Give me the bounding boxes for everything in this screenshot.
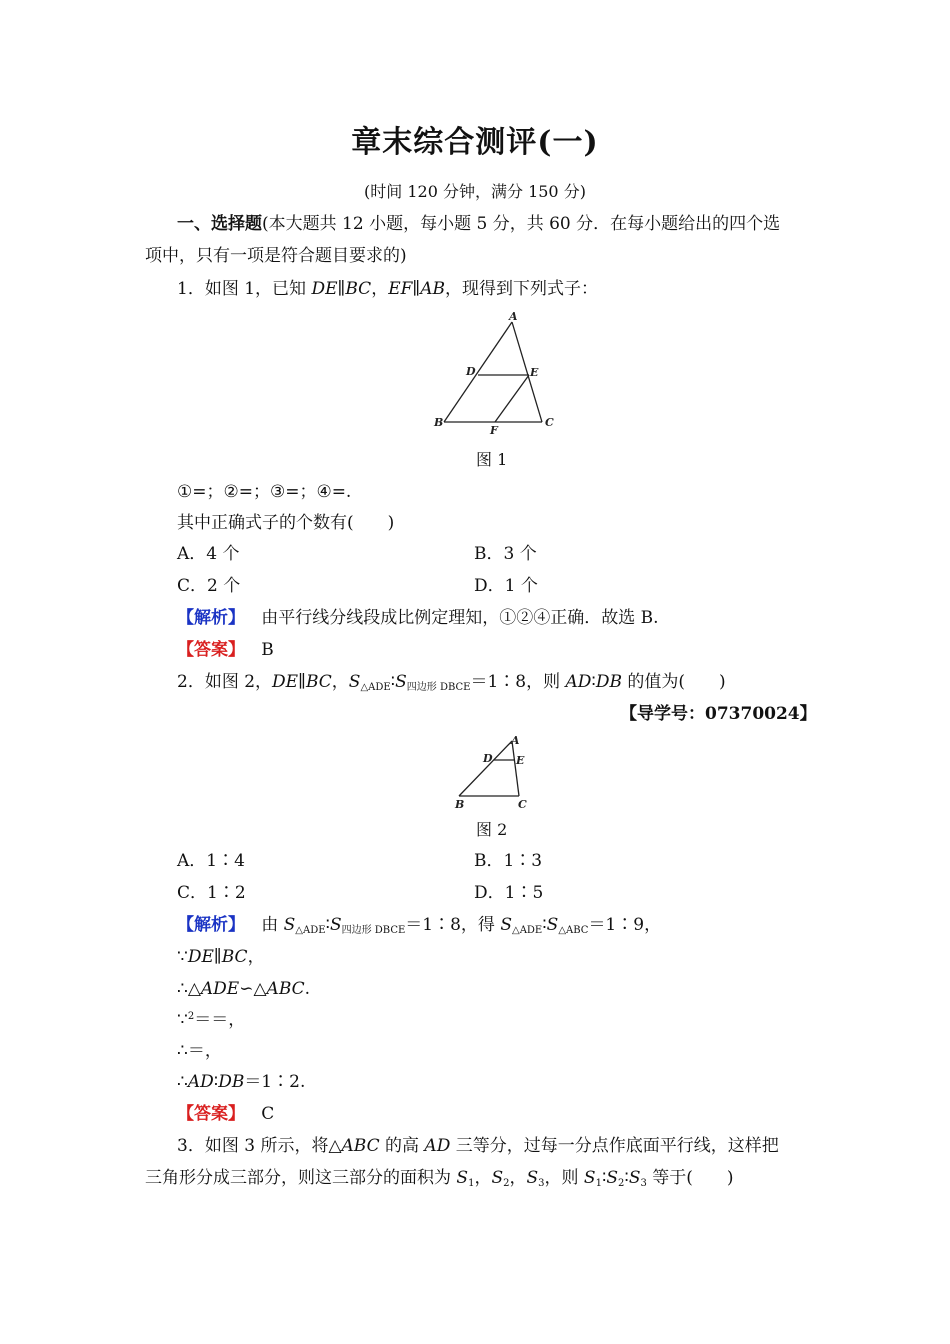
q1-question: 其中正确式子的个数有( ) bbox=[177, 513, 395, 533]
figure-1-triangle bbox=[425, 308, 565, 438]
figure-1-caption: 图 1 bbox=[476, 450, 508, 469]
answer-tag: 【答案】 bbox=[177, 1104, 245, 1124]
q2-step-2: ∴△ADE∽△ABC. bbox=[177, 979, 311, 999]
fig1-label-f: F bbox=[490, 424, 498, 437]
section-heading: 一、选择题 bbox=[177, 214, 262, 234]
q2-option-c: C．1∶2 bbox=[177, 883, 246, 903]
fig1-label-d: D bbox=[466, 365, 476, 378]
fig2-label-b: B bbox=[455, 798, 465, 811]
fig2-label-d: D bbox=[483, 752, 493, 765]
section-intro-line1: 一、选择题(本大题共 12 小题，每小题 5 分，共 60 分．在每小题给出的四个选 bbox=[177, 214, 781, 234]
analysis-tag: 【解析】 bbox=[177, 608, 245, 628]
q2-step-3: ∵$^2$＝＝， bbox=[177, 1010, 246, 1030]
q1-answer: 【答案】 B bbox=[177, 640, 274, 660]
q2-analysis: 【解析】 由 $S_{\triangle ADE}∶S_{四边形 DBCE}=1∶8$，得 $S_{\triangle ADE}∶S_{\triangle ABC}=1∶9$， bbox=[177, 915, 662, 936]
q2-option-d: D．1∶5 bbox=[474, 883, 544, 903]
q2-step-4: ∴＝， bbox=[177, 1041, 222, 1061]
fig2-label-e: E bbox=[516, 754, 525, 767]
fig1-label-c: C bbox=[545, 416, 554, 429]
q1-option-c: C．2 个 bbox=[177, 576, 241, 596]
section-intro-line2: 项中，只有一项是符合题目要求的) bbox=[145, 246, 407, 266]
q2-option-a: A．1∶4 bbox=[177, 851, 245, 871]
q2-stem: 2．如图 2，DE∥BC，$S_{\triangle ADE}∶S_{四边形 DBCE}=1∶8$，则 AD∶DB 的值为( ) bbox=[177, 672, 726, 693]
fig1-label-b: B bbox=[434, 416, 444, 429]
figure-2-caption: 图 2 bbox=[476, 820, 508, 839]
figure-2-triangle bbox=[448, 734, 538, 812]
q1-option-d: D．1 个 bbox=[474, 576, 538, 596]
q3-stem-line2: 三角形分成三部分，则这三部分的面积为 $S_1$，$S_2$，$S_3$，则 $S_1∶S_2∶S_3$ 等于( ) bbox=[145, 1168, 734, 1189]
q3-stem-line1: 3．如图 3 所示，将△ABC 的高 AD 三等分，过每一分点作底面平行线，这样把 bbox=[177, 1136, 779, 1156]
q2-option-b: B．1∶3 bbox=[474, 851, 543, 871]
q1-analysis: 【解析】 由平行线分线段成比例定理知，①②④正确．故选 B. bbox=[177, 608, 659, 628]
fig2-label-a: A bbox=[511, 734, 520, 747]
fig1-label-e: E bbox=[530, 366, 539, 379]
analysis-tag: 【解析】 bbox=[177, 915, 245, 935]
page-subtitle: (时间 120 分钟，满分 150 分) bbox=[364, 182, 586, 201]
q2-answer: 【答案】 C bbox=[177, 1104, 275, 1124]
q2-step-1: ∵DE∥BC， bbox=[177, 947, 265, 967]
q1-option-b: B．3 个 bbox=[474, 544, 537, 564]
q1-option-a: A．4 个 bbox=[177, 544, 240, 564]
q1-items: ①=；②=；③=；④=. bbox=[177, 482, 352, 502]
q1-stem: 1．如图 1，已知 DE∥BC，EF∥AB，现得到下列式子： bbox=[177, 279, 599, 299]
q2-guide-number: 【导学号：07370024】 bbox=[620, 704, 817, 724]
fig2-label-c: C bbox=[518, 798, 527, 811]
answer-tag: 【答案】 bbox=[177, 640, 245, 660]
fig1-label-a: A bbox=[509, 310, 518, 323]
page-title: 章末综合测评(一) bbox=[351, 125, 599, 160]
q2-step-5: ∴AD∶DB＝1∶2. bbox=[177, 1072, 306, 1092]
